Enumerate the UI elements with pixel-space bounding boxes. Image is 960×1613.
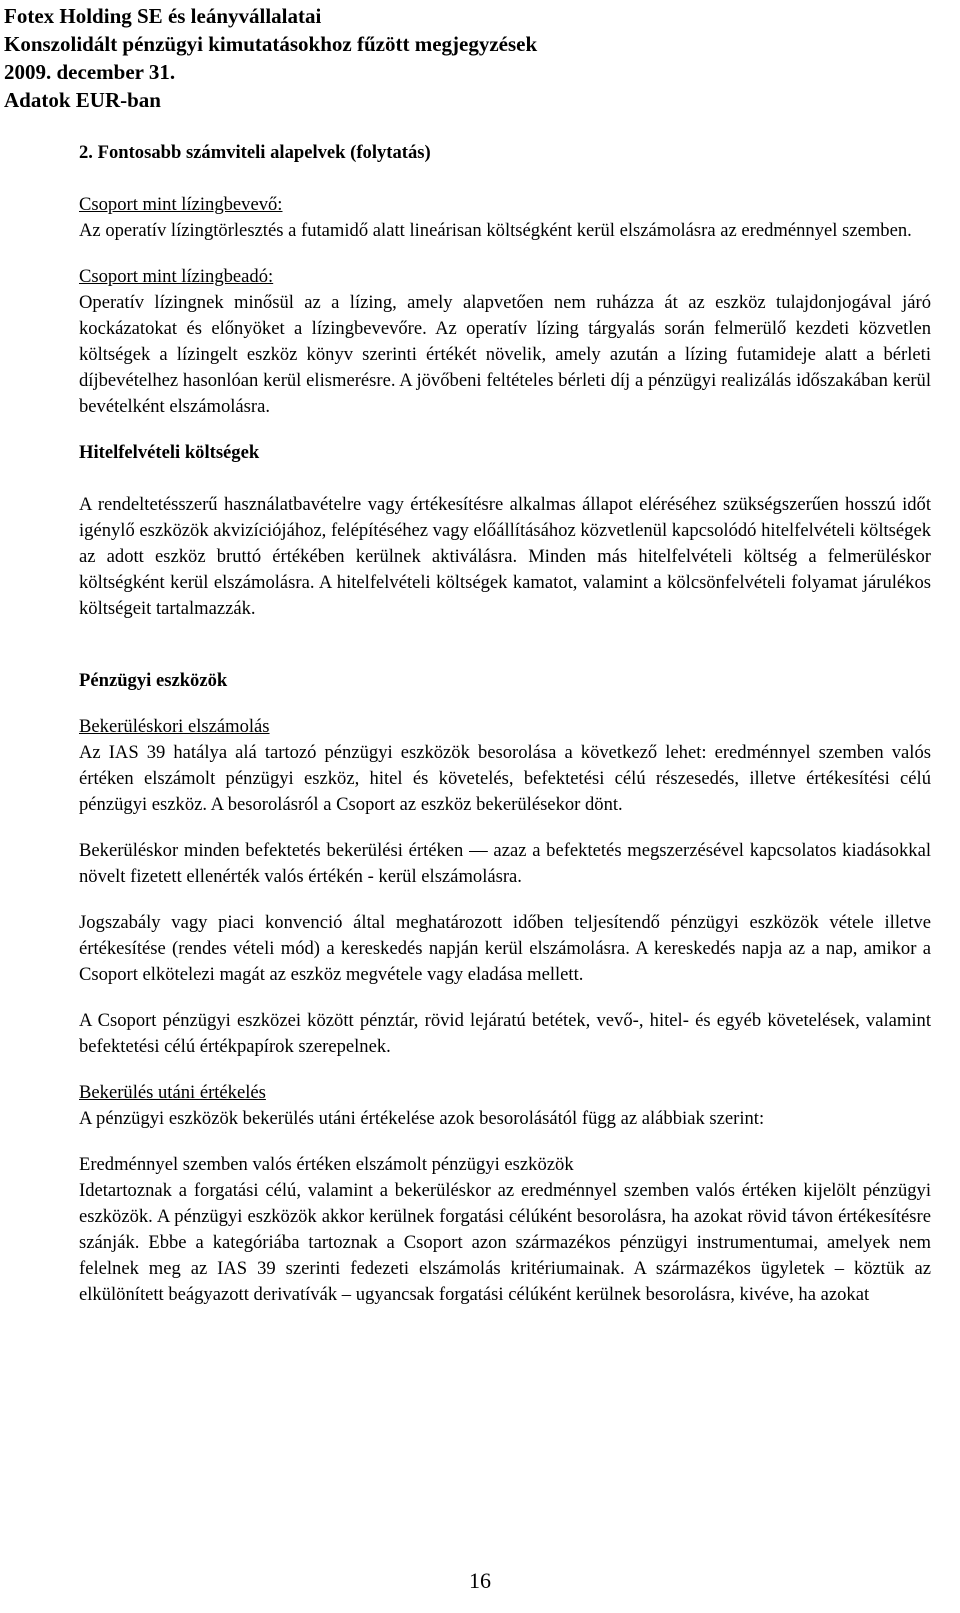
- fvtpl-paragraph: Idetartoznak a forgatási célú, valamint a bekerüléskor az eredménnyel szemben valós értéken kijelölt pénzügyi eszközök. A pénzügyi eszközök akkor kerülnek forgatási célúként besorolásra, ha azokat rövid távon értékesítésre szánják. Ebbe a kategóriába tartoznak a Csoport azon származékos pénzügyi instrumentumai, amelyek nem felelnek meg az IAS 39 szerinti fedezeti elszámolás kritériumainak. A származékos ügyletek – köztük az elkülönített beágyazott derivatívák – ugyancsak forgatási célúként kerülnek besorolásra, kivéve, ha azokat: [79, 1180, 931, 1305]
- report-date: 2009. december 31.: [4, 60, 176, 84]
- fvtpl-heading: Eredménnyel szemben valós értéken elszámolt pénzügyi eszközök: [79, 1154, 574, 1175]
- initial-measurement-paragraph: Bekerüléskor minden befektetés bekerülési értéken — azaz a befektetés megszerzésével kapcsolatos kiadásokkal növelt fizetett ellenérték valós értékén - kerül elszámolásra.: [79, 840, 931, 887]
- financial-assets-title: Pénzügyi eszközök: [79, 670, 228, 691]
- document-body: [79, 140, 931, 1308]
- borrowing-costs-title: Hitelfelvételi költségek: [79, 442, 260, 463]
- subsequent-measurement-paragraph: A pénzügyi eszközök bekerülés utáni értékelése azok besorolásától függ az alábbiak szerint:: [79, 1108, 765, 1129]
- borrowing-costs-paragraph: A rendeltetésszerű használatbavételre vagy értékesítésre alkalmas állapot eléréséhez szükségszerűen hosszú időt igénylő eszközök akvizíciójához, felépítéséhez vagy előállításához közvetlenül kapcsolódó hitelfelvételi költségek az adott eszköz bruttó értékében kerülnek aktiválásra. Minden más hitelfelvételi költség a felmerüléskor költségként kerül elszámolásra. A hitelfelvételi költségek kamatot, valamint a kölcsönfelvételi folyamat járulékos költségeit tartalmazzák.: [79, 494, 931, 619]
- lessee-heading: Csoport mint lízingbevevő:: [79, 194, 283, 215]
- initial-recognition-paragraph: Az IAS 39 hatálya alá tartozó pénzügyi eszközök besorolása a következő lehet: eredménnyel szemben valós értéken elszámolt pénzügyi eszköz, hitel és követelés, befektetési célú részesedés, illetve értékesítési célú pénzügyi eszköz. A besorolásról a Csoport az eszköz bekerülésekor dönt.: [79, 742, 931, 815]
- initial-recognition-heading: Bekerüléskori elszámolás: [79, 716, 270, 737]
- subsequent-measurement-heading: Bekerülés utáni értékelés: [79, 1082, 266, 1103]
- trade-date-paragraph: Jogszabály vagy piaci konvenció által meghatározott időben teljesítendő pénzügyi eszközök vétele illetve értékesítése (rendes vételi mód) a kereskedés napján kerül elszámolásra. A kereskedés napja az a nap, amikor a Csoport elkötelezi magát az eszköz megvétele vagy eladása mellett.: [79, 912, 931, 985]
- lessee-paragraph: Az operatív lízingtörlesztés a futamidő alatt lineárisan költségként kerül elszámolásra az eredménnyel szemben.: [79, 220, 912, 241]
- lessor-paragraph: Operatív lízingnek minősül az a lízing, amely alapvetően nem ruházza át az eszköz tulajdonjogával járó kockázatokat és előnyöket a lízingbevevőre. Az operatív lízing tárgyalás során felmerülő kezdeti közvetlen költségek a lízingelt eszköz könyv szerinti értékét növelik, amely azután a lízing futamideje alatt a bérleti díjbevételhez hasonlóan kerül elismerésre. A jövőbeni feltételes bérleti díj a pénzügyi realizálás időszakában kerül bevételként elszámolásra.: [79, 292, 931, 417]
- currency-note: Adatok EUR-ban: [4, 88, 161, 112]
- company-name: Fotex Holding SE és leányvállalatai: [4, 4, 322, 28]
- asset-types-paragraph: A Csoport pénzügyi eszközei között pénztár, rövid lejáratú betétek, vevő-, hitel- és egyéb követelések, valamint befektetési célú értékpapírok szerepelnek.: [79, 1010, 931, 1057]
- document-title: Konszolidált pénzügyi kimutatásokhoz fűzött megjegyzések: [4, 32, 538, 56]
- lessor-heading: Csoport mint lízingbeadó:: [79, 266, 274, 287]
- page-number: 16: [469, 1568, 491, 1593]
- document-header: [4, 2, 904, 114]
- section-title: 2. Fontosabb számviteli alapelvek (folytatás): [79, 142, 431, 163]
